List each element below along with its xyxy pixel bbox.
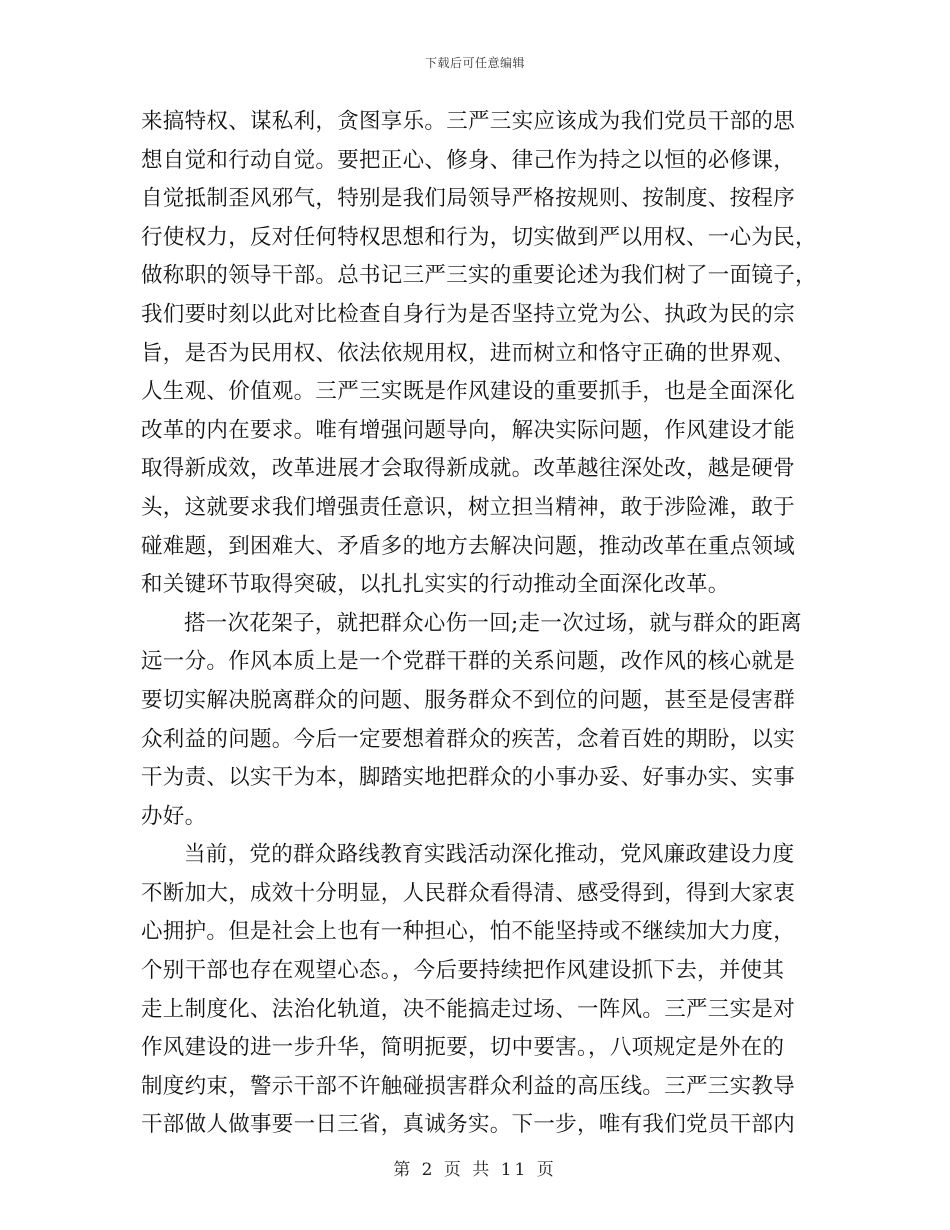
paragraph bbox=[141, 605, 801, 837]
text-line: 想自觉和行动自觉。要把正心、修身、律己作为持之以恒的必修课， bbox=[141, 147, 796, 173]
text-line: 当前，党的群众路线教育实践活动深化推动，党风廉政建设力度 bbox=[184, 842, 795, 868]
page-footer: 第 2 页 共 11 页 bbox=[393, 1160, 557, 1180]
text-line: 行使权力，反对任何特权思想和行为，切实做到严以用权、一心为民， bbox=[141, 224, 817, 250]
text-line: 个别干部也存在观望心态。，今后要持续把作风建设抓下去，并使其 bbox=[141, 958, 785, 984]
text-line: 自觉抵制歪风邪气，特别是我们局领导严格按规则、按制度、按程序 bbox=[141, 186, 796, 212]
text-line: 要切实解决脱离群众的问题、服务群众不到位的问题，甚至是侵害群 bbox=[141, 687, 796, 713]
page-header: 下载后可任意编辑 bbox=[424, 56, 525, 70]
text-line: 作风建设的进一步升华，简明扼要，切中要害。，八项规定是外在的 bbox=[141, 1035, 785, 1061]
text-line: 搭一次花架子，就把群众心伤一回;走一次过场，就与群众的距离 bbox=[184, 610, 802, 636]
text-line: 来搞特权、谋私利，贪图享乐。三严三实应该成为我们党员干部的思 bbox=[141, 109, 796, 134]
text-line: 远一分。作风本质上是一个党群干群的关系问题，改作风的核心就是 bbox=[141, 649, 796, 675]
text-line: 心拥护。但是社会上也有一种担心，怕不能坚持或不继续加大力度， bbox=[141, 919, 796, 945]
text-line: 做称职的领导干部。总书记三严三实的重要论述为我们树了一面镜子， bbox=[141, 263, 817, 289]
paragraph bbox=[141, 836, 801, 1145]
text-line: 碰难题，到困难大、矛盾多的地方去解决问题，推动改革在重点领域 bbox=[141, 533, 796, 559]
text-line: 改革的内在要求。唯有增强问题导向，解决实际问题，作风建设才能 bbox=[141, 417, 796, 443]
paragraph bbox=[141, 103, 817, 605]
text-line: 办好。 bbox=[141, 803, 207, 829]
text-line: 我们要时刻以此对比检查自身行为是否坚持立党为公、执政为民的宗 bbox=[141, 301, 796, 327]
text-line: 旨，是否为民用权、依法依规用权，进而树立和恪守正确的世界观、 bbox=[141, 340, 796, 366]
text-line: 不断加大，成效十分明显，人民群众看得清、感受得到，得到大家衷 bbox=[141, 880, 796, 906]
text-line: 干为责、以实干为本，脚踏实地把群众的小事办妥、好事办实、实事 bbox=[141, 765, 796, 791]
text-line: 走上制度化、法治化轨道，决不能搞走过场、一阵风。三严三实是对 bbox=[141, 996, 796, 1022]
text-line: 取得新成效，改革进展才会取得新成就。改革越往深处改，越是硬骨 bbox=[141, 456, 796, 482]
body-text bbox=[141, 103, 817, 1145]
text-line: 头，这就要求我们增强责任意识，树立担当精神，敢于涉险滩，敢于 bbox=[141, 494, 796, 520]
text-line: 制度约束，警示干部不许触碰损害群众利益的高压线。三严三实教导 bbox=[141, 1073, 796, 1099]
text-line: 干部做人做事要一日三省，真诚务实。下一步，唯有我们党员干部内 bbox=[141, 1112, 796, 1138]
text-line: 众利益的问题。今后一定要想着群众的疾苦，念着百姓的期盼，以实 bbox=[141, 726, 796, 752]
text-line: 和关键环节取得突破，以扎扎实实的行动推动全面深化改革。 bbox=[141, 572, 730, 598]
text-line: 人生观、价值观。三严三实既是作风建设的重要抓手，也是全面深化 bbox=[141, 379, 796, 405]
